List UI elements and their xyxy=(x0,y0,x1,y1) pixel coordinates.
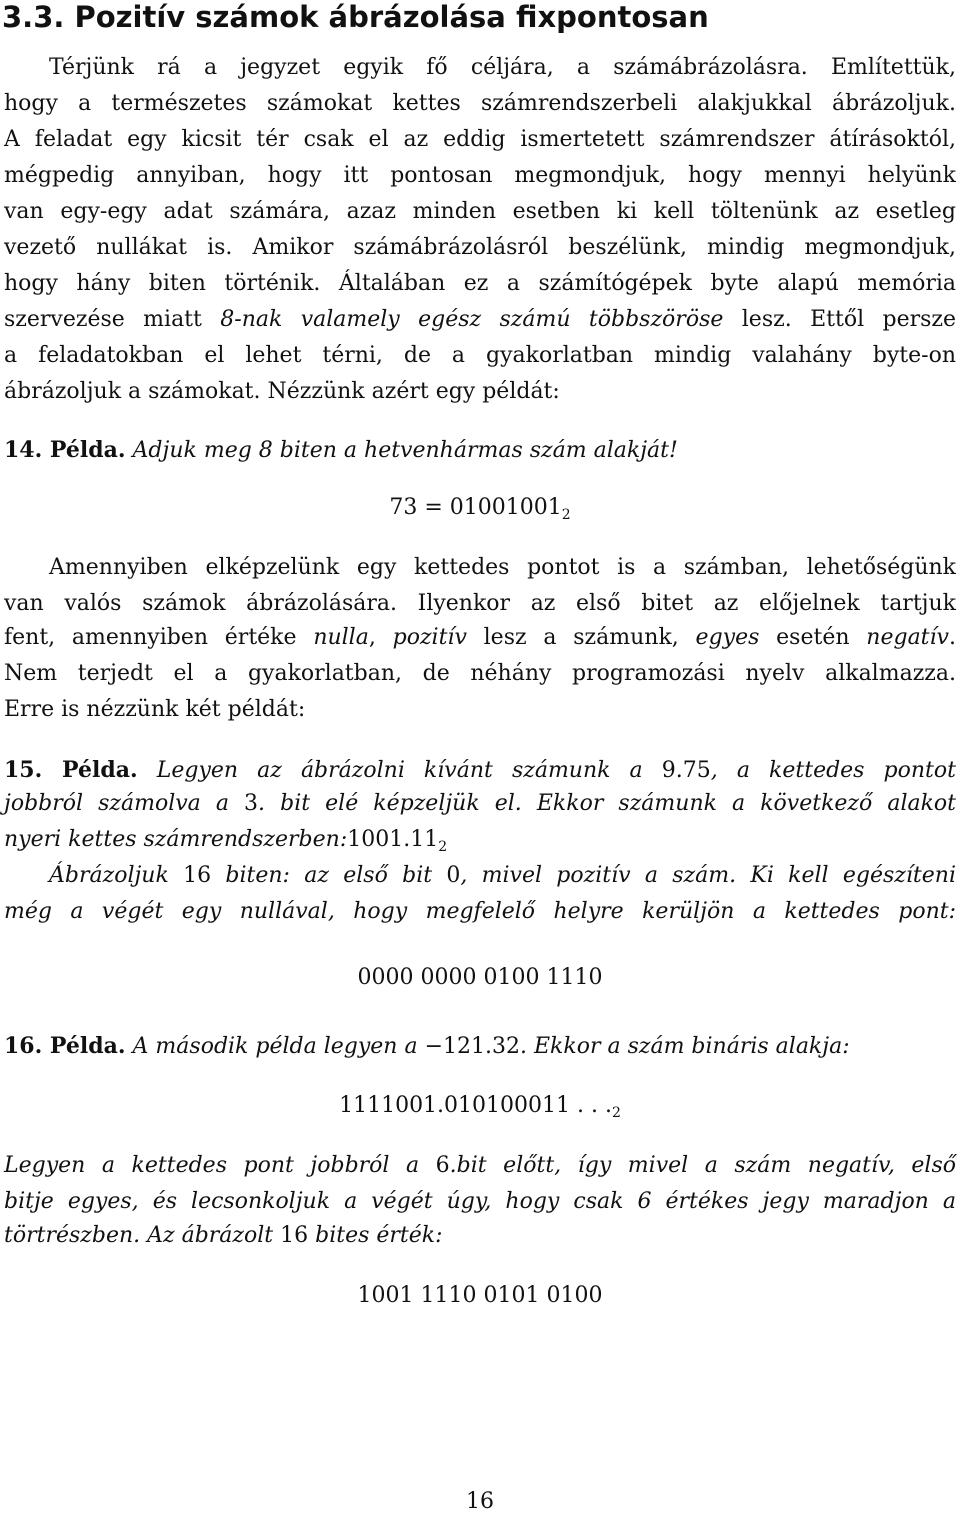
text: fent, amennyiben értéke xyxy=(4,625,314,650)
example-15-result: 0000 0000 0100 1110 xyxy=(357,965,603,990)
example-15-line xyxy=(4,788,956,820)
intro-line: A feladat egy kicsit tér csak el az eddig ismertetett számrendszer átírásoktól, xyxy=(4,127,956,152)
example-text: Legyen az ábrázolni kívánt számunk a xyxy=(156,758,662,783)
paragraph-line xyxy=(4,622,956,654)
example-15-line xyxy=(4,754,956,786)
intro-line: vezető nullákat is. Amikor számábrázolásról beszélünk, mindig megmondjuk, xyxy=(4,235,956,260)
paragraph-line: Erre is nézzünk két példát: xyxy=(4,697,306,722)
example-text: , mivel pozitív a szám. Ki kell egészíteni xyxy=(460,863,956,888)
intro-line-text: lesz. Ettől persze xyxy=(723,307,957,332)
example-number: −121.32 xyxy=(424,1034,520,1059)
emphasis: negatív xyxy=(866,625,949,650)
emphasis: pozitív xyxy=(392,625,467,650)
example-number: 9.75 xyxy=(661,758,711,783)
example-15-line: még a végét egy nullával, hogy megfelelő helyre kerüljön a kettedes pont: xyxy=(4,899,956,924)
example-number: 1001.11 xyxy=(347,827,439,852)
text: esetén xyxy=(759,625,867,650)
example-number: 3 xyxy=(244,791,259,816)
example-text: Adjuk meg 8 biten a hetvenhármas szám alakját! xyxy=(132,438,678,463)
text: lesz a számunk, xyxy=(466,625,696,650)
section-heading: 3.3. Pozitív számok ábrázolása fixpontosan xyxy=(2,0,709,34)
example-text: . Ekkor a szám bináris alakja: xyxy=(520,1034,850,1059)
intro-line: ábrázoljuk a számokat. Nézzünk azért egy példát: xyxy=(4,379,560,404)
example-label: 14. Példa. xyxy=(4,437,126,463)
emphasis: egyes xyxy=(695,625,760,650)
example-16-line xyxy=(4,1030,956,1062)
formula-main: 1111001.010100011 . . . xyxy=(339,1093,612,1118)
intro-line-text: szervezése miatt xyxy=(4,307,221,332)
intro-line: hogy a természetes számokat kettes számrendszerbeli alakjukkal ábrázoljuk. xyxy=(4,91,956,116)
example-text: nyeri kettes számrendszerben: xyxy=(4,827,348,852)
example-text: Legyen a kettedes pont jobbról a xyxy=(4,1153,436,1178)
example-text: Ábrázoljuk xyxy=(49,863,184,888)
example-16-line: bitje egyes, és lecsonkoljuk a végét úgy, hogy csak 6 értékes jegy maradjon a xyxy=(4,1189,956,1214)
example-text: . bit elé képzeljük el. Ekkor számunk a következő alakot xyxy=(258,791,957,816)
paragraph-line: Nem terjedt el a gyakorlatban, de néhány programozási nyelv alkalmazza. xyxy=(4,661,956,686)
formula-main: 73 = 01001001 xyxy=(389,495,562,520)
intro-line: van egy-egy adat számára, azaz minden esetben ki kell töltenünk az esetleg xyxy=(4,199,956,224)
example-number: 0 xyxy=(446,863,461,888)
text: . xyxy=(949,625,956,650)
example-text: jobbról számolva a xyxy=(4,791,245,816)
formula-binary xyxy=(0,1090,960,1122)
example-14 xyxy=(4,434,956,466)
intro-line: Térjünk rá a jegyzet egyik fő céljára, a számábrázolásra. Említettük, xyxy=(49,55,956,80)
number-base: 2 xyxy=(438,839,448,855)
intro-line: a feladatokban el lehet térni, de a gyakorlatban mindig valahány byte-on xyxy=(4,343,956,368)
example-text: A második példa legyen a xyxy=(132,1034,425,1059)
emphasis: nulla xyxy=(313,625,369,650)
example-15-line xyxy=(4,824,956,856)
example-label: 15. Példa. xyxy=(4,757,138,783)
example-16-line xyxy=(4,1150,956,1182)
example-text: biten: az első bit xyxy=(211,863,447,888)
example-text: törtrészben. Az ábrázolt xyxy=(4,1223,281,1248)
example-15-line xyxy=(49,860,956,892)
example-16-result: 1001 1110 0101 0100 xyxy=(357,1283,603,1308)
intro-line-emphasis: 8-nak valamely egész számú többszöröse xyxy=(220,307,724,332)
formula-base: 2 xyxy=(561,507,571,523)
example-number: 16 xyxy=(280,1223,309,1248)
paragraph-line: Amennyiben elképzelünk egy kettedes pontot is a számban, lehetőségünk xyxy=(49,555,956,580)
page-number: 16 xyxy=(466,1489,494,1514)
intro-line: hogy hány biten történik. Általában ez a számítógépek byte alapú memória xyxy=(4,271,956,296)
example-text: bites érték: xyxy=(308,1223,443,1248)
intro-line: mégpedig annyiban, hogy itt pontosan megmondjuk, hogy mennyi helyünk xyxy=(4,163,956,188)
example-number: 6 xyxy=(435,1153,450,1178)
formula-73 xyxy=(0,492,960,524)
example-label: 16. Példa. xyxy=(4,1033,126,1059)
formula-base: 2 xyxy=(611,1105,621,1121)
example-text: , a kettedes pontot xyxy=(710,758,956,783)
text: , xyxy=(368,625,393,650)
example-text: .bit előtt, így mivel a szám negatív, első xyxy=(449,1153,957,1178)
paragraph-line: van valós számok ábrázolására. Ilyenkor az első bitet az előjelnek tartjuk xyxy=(4,591,956,616)
example-16-line xyxy=(4,1220,956,1252)
example-number: 16 xyxy=(183,863,212,888)
intro-line xyxy=(4,304,956,336)
